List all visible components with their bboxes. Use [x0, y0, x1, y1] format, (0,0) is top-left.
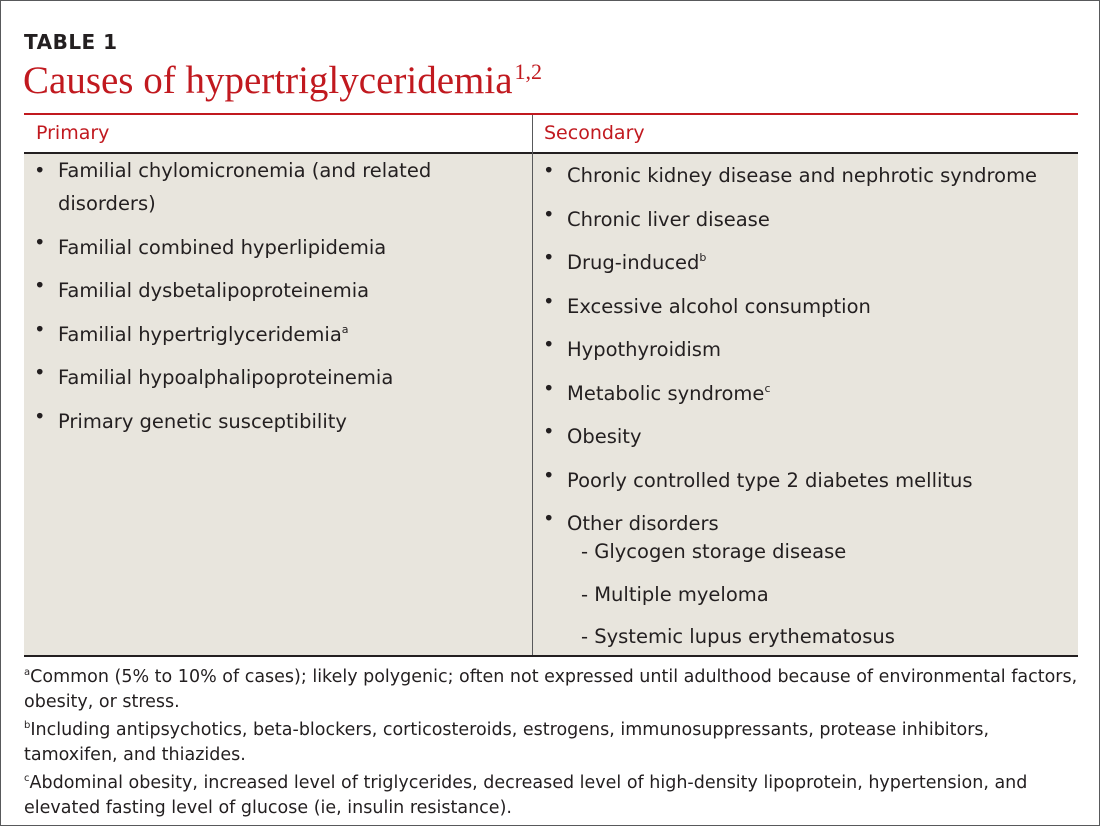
bullet: •: [34, 159, 46, 182]
list-item-text: Obesity: [567, 425, 642, 448]
bullet: •: [34, 317, 46, 341]
footnote-mark: a: [24, 667, 31, 678]
list-item: [34, 359, 504, 392]
bullet: •: [34, 404, 46, 428]
list-item-text: Drug-induced: [567, 251, 700, 274]
footnote-mark: b: [699, 251, 707, 264]
footnote-text: Abdominal obesity, increased level of triglycerides, decreased level of high-density lipoprotein, hypertension, and elevated fasting level of glucose (ie, insulin resistance).: [24, 773, 1028, 818]
bullet: •: [543, 376, 555, 400]
header-rule: [24, 152, 1078, 154]
title-text: Causes of hypertriglyceridemia: [23, 59, 513, 102]
bullet: •: [34, 230, 46, 254]
list-item: [543, 418, 1043, 451]
bullet: •: [543, 463, 555, 487]
list-item-text: Familial dysbetalipoproteinemia: [58, 279, 370, 302]
table-bottom-rule: [24, 655, 1078, 657]
footnote-mark: b: [24, 720, 31, 731]
footnote: [24, 714, 1084, 767]
bullet: •: [34, 361, 46, 384]
list-item-text: Chronic liver disease: [567, 207, 770, 231]
list-item-text: Poorly controlled type 2 diabetes mellitus: [567, 468, 973, 492]
bullet: •: [543, 159, 555, 182]
column-header-primary: Primary: [36, 122, 110, 144]
footnote: [24, 767, 1084, 820]
title-references: 1,2: [514, 59, 542, 84]
list-item-text: Familial combined hyperlipidemia: [58, 235, 387, 259]
list-item: [543, 331, 1043, 364]
list-item-text: Chronic kidney disease and nephrotic syndrome: [567, 164, 1038, 187]
table-label: TABLE 1: [24, 30, 118, 54]
list-item-text: Excessive alcohol consumption: [567, 294, 871, 318]
primary-causes-list: [34, 157, 504, 446]
list-item: [34, 272, 504, 305]
list-item: [543, 244, 1043, 277]
column-divider: [532, 115, 533, 655]
bullet: •: [543, 507, 555, 530]
list-item: [34, 403, 504, 436]
list-item-text: Familial hypertriglyceridemia: [58, 322, 342, 346]
list-item: [34, 229, 504, 262]
list-item: [543, 375, 1043, 408]
footnote: [24, 661, 1084, 714]
list-item-text: Hypothyroidism: [567, 338, 721, 361]
list-item: [34, 157, 504, 218]
column-header-secondary: Secondary: [544, 122, 645, 144]
bullet: •: [543, 246, 555, 269]
list-item: [543, 201, 1043, 234]
bullet: •: [543, 420, 555, 443]
list-item: [543, 157, 1043, 190]
footnotes: [24, 661, 1084, 820]
sub-list-item: - Systemic lupus erythematosus: [581, 625, 895, 648]
list-item-text: Metabolic syndrome: [567, 381, 765, 405]
footnote-mark: a: [341, 322, 349, 336]
bullet: •: [34, 274, 46, 297]
list-item: [34, 316, 504, 349]
sub-list-item: - Glycogen storage disease: [581, 540, 847, 563]
bullet: •: [543, 333, 555, 356]
bullet: •: [543, 289, 555, 313]
secondary-causes-list: [543, 157, 1043, 549]
list-item-text: Familial hypoalphalipoproteinemia: [58, 366, 394, 389]
list-item-text: Familial chylomicronemia (and related disorders): [58, 159, 432, 215]
list-item-text: Other disorders: [567, 512, 719, 535]
sub-list-item: - Multiple myeloma: [581, 582, 769, 606]
other-disorders-sublist: [581, 538, 895, 666]
footnote-text: Common (5% to 10% of cases); likely polygenic; often not expressed until adulthood because of environmental factors, obesity, or stress.: [24, 667, 1078, 712]
footnote-mark: c: [764, 381, 771, 395]
list-item: [543, 462, 1043, 495]
table-title: [23, 58, 542, 103]
footnote-text: Including antipsychotics, beta-blockers, corticosteroids, estrogens, immunosuppressants, protease inhibitors, tamoxifen, and thiazides.: [24, 720, 990, 765]
title-rule: [24, 113, 1078, 115]
footnote-mark: c: [24, 773, 30, 784]
list-item-text: Primary genetic susceptibility: [58, 409, 347, 433]
list-item: [543, 288, 1043, 321]
bullet: •: [543, 202, 555, 226]
list-item: [543, 505, 1043, 538]
